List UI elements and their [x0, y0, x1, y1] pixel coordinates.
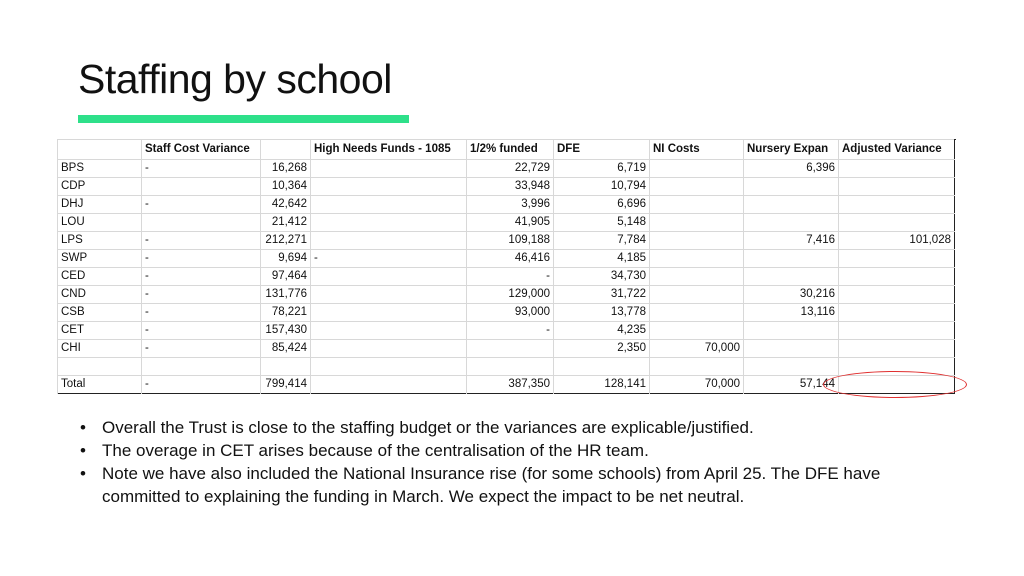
school-cell: BPS	[58, 160, 142, 178]
high-needs-sign-cell	[311, 196, 467, 214]
ni-costs-cell	[744, 358, 839, 376]
staff-cost-sign-cell: -	[142, 340, 261, 358]
dfe-cell	[650, 250, 744, 268]
dfe-cell	[650, 286, 744, 304]
nursery-expan-cell: 101,028	[839, 232, 955, 250]
nursery-expan-cell	[839, 322, 955, 340]
ni-costs-cell: 7,416	[744, 232, 839, 250]
column-header	[261, 140, 311, 160]
staff-cost-sign-cell	[142, 214, 261, 232]
half-percent-funded-cell: 34,730	[554, 268, 650, 286]
high-needs-funds-cell: -	[467, 268, 554, 286]
table-row	[58, 214, 955, 232]
high-needs-sign-cell	[311, 322, 467, 340]
staff-cost-sign-cell: -	[142, 160, 261, 178]
staff-cost-sign-cell: -	[142, 286, 261, 304]
school-cell: DHJ	[58, 196, 142, 214]
dfe-cell	[650, 232, 744, 250]
high-needs-funds-cell: 93,000	[467, 304, 554, 322]
staff-cost-variance-cell: 131,776	[261, 286, 311, 304]
staff-cost-sign-cell: -	[142, 250, 261, 268]
school-cell: Total	[58, 376, 142, 394]
staff-cost-sign-cell	[142, 178, 261, 196]
staff-cost-sign-cell: -	[142, 196, 261, 214]
high-needs-sign-cell	[311, 286, 467, 304]
table-row	[58, 196, 955, 214]
column-header: NI Costs	[650, 140, 744, 160]
dfe-cell	[650, 304, 744, 322]
ni-costs-cell	[744, 340, 839, 358]
note-item	[78, 416, 938, 439]
high-needs-funds-cell: 46,416	[467, 250, 554, 268]
table-row	[58, 160, 955, 178]
note-item	[78, 439, 938, 462]
school-cell: CSB	[58, 304, 142, 322]
staff-cost-variance-cell: 16,268	[261, 160, 311, 178]
staff-cost-variance-cell: 799,414	[261, 376, 311, 394]
note-text: The overage in CET arises because of the centralisation of the HR team.	[102, 441, 649, 460]
dfe-cell: 70,000	[650, 340, 744, 358]
ni-costs-cell	[744, 268, 839, 286]
half-percent-funded-cell: 2,350	[554, 340, 650, 358]
ni-costs-cell	[744, 196, 839, 214]
table-row	[58, 340, 955, 358]
table-header-row	[58, 140, 955, 160]
nursery-expan-cell	[839, 196, 955, 214]
high-needs-funds-cell: 129,000	[467, 286, 554, 304]
staff-cost-variance-cell: 85,424	[261, 340, 311, 358]
school-cell: CHI	[58, 340, 142, 358]
ni-costs-cell: 13,116	[744, 304, 839, 322]
note-item	[78, 462, 938, 508]
half-percent-funded-cell: 31,722	[554, 286, 650, 304]
table-row	[58, 322, 955, 340]
column-header: Staff Cost Variance	[142, 140, 261, 160]
school-cell: CND	[58, 286, 142, 304]
table-total-row	[58, 376, 955, 394]
nursery-expan-cell	[839, 304, 955, 322]
high-needs-funds-cell: 41,905	[467, 214, 554, 232]
dfe-cell	[650, 196, 744, 214]
high-needs-sign-cell	[311, 304, 467, 322]
staff-cost-variance-cell: 42,642	[261, 196, 311, 214]
high-needs-sign-cell	[311, 178, 467, 196]
column-header	[58, 140, 142, 160]
nursery-expan-cell	[839, 250, 955, 268]
bullet-icon: •	[80, 441, 86, 460]
ni-costs-cell: 30,216	[744, 286, 839, 304]
school-cell	[58, 358, 142, 376]
half-percent-funded-cell	[554, 358, 650, 376]
dfe-cell	[650, 322, 744, 340]
high-needs-funds-cell: 109,188	[467, 232, 554, 250]
high-needs-funds-cell: 387,350	[467, 376, 554, 394]
high-needs-sign-cell	[311, 340, 467, 358]
high-needs-sign-cell	[311, 232, 467, 250]
high-needs-sign-cell	[311, 376, 467, 394]
school-cell: LPS	[58, 232, 142, 250]
half-percent-funded-cell: 5,148	[554, 214, 650, 232]
notes-list	[78, 416, 938, 508]
high-needs-funds-cell: -	[467, 322, 554, 340]
table-row	[58, 178, 955, 196]
school-cell: CED	[58, 268, 142, 286]
staff-cost-sign-cell: -	[142, 322, 261, 340]
high-needs-sign-cell	[311, 358, 467, 376]
half-percent-funded-cell: 13,778	[554, 304, 650, 322]
nursery-expan-cell	[839, 286, 955, 304]
high-needs-sign-cell: -	[311, 250, 467, 268]
staff-cost-sign-cell: -	[142, 268, 261, 286]
nursery-expan-cell	[839, 268, 955, 286]
school-cell: CDP	[58, 178, 142, 196]
dfe-cell	[650, 160, 744, 178]
high-needs-funds-cell: 22,729	[467, 160, 554, 178]
high-needs-sign-cell	[311, 214, 467, 232]
column-header: Adjusted Variance	[839, 140, 955, 160]
table-row	[58, 232, 955, 250]
staff-cost-variance-cell	[261, 358, 311, 376]
dfe-cell: 70,000	[650, 376, 744, 394]
column-header: High Needs Funds - 1085	[311, 140, 467, 160]
staff-cost-sign-cell: -	[142, 376, 261, 394]
half-percent-funded-cell: 4,185	[554, 250, 650, 268]
staff-cost-variance-cell: 9,694	[261, 250, 311, 268]
bullet-icon: •	[80, 418, 86, 437]
table-row	[58, 268, 955, 286]
bullet-icon: •	[80, 464, 86, 483]
nursery-expan-cell	[839, 376, 955, 394]
half-percent-funded-cell: 4,235	[554, 322, 650, 340]
high-needs-sign-cell	[311, 160, 467, 178]
school-cell: CET	[58, 322, 142, 340]
staffing-table	[57, 139, 955, 394]
ni-costs-cell	[744, 322, 839, 340]
ni-costs-cell	[744, 178, 839, 196]
dfe-cell	[650, 268, 744, 286]
high-needs-funds-cell: 3,996	[467, 196, 554, 214]
dfe-cell	[650, 178, 744, 196]
table-row	[58, 358, 955, 376]
page-title: Staffing by school	[78, 56, 392, 102]
table-row	[58, 286, 955, 304]
title-underline-accent	[78, 115, 409, 123]
school-cell: SWP	[58, 250, 142, 268]
ni-costs-cell	[744, 214, 839, 232]
note-text: Note we have also included the National Insurance rise (for some schools) from April 25. The DFE have committed to explaining the funding in March. We expect the impact to be net neutral.	[102, 464, 881, 506]
nursery-expan-cell	[839, 178, 955, 196]
table-row	[58, 250, 955, 268]
staff-cost-sign-cell	[142, 358, 261, 376]
half-percent-funded-cell: 6,696	[554, 196, 650, 214]
half-percent-funded-cell: 128,141	[554, 376, 650, 394]
staff-cost-variance-cell: 78,221	[261, 304, 311, 322]
high-needs-funds-cell: 33,948	[467, 178, 554, 196]
staff-cost-sign-cell: -	[142, 304, 261, 322]
table-row	[58, 304, 955, 322]
staff-cost-sign-cell: -	[142, 232, 261, 250]
note-text: Overall the Trust is close to the staffing budget or the variances are explicable/justified.	[102, 418, 754, 437]
nursery-expan-cell	[839, 340, 955, 358]
staff-cost-variance-cell: 21,412	[261, 214, 311, 232]
half-percent-funded-cell: 6,719	[554, 160, 650, 178]
high-needs-funds-cell	[467, 358, 554, 376]
high-needs-funds-cell	[467, 340, 554, 358]
staff-cost-variance-cell: 10,364	[261, 178, 311, 196]
nursery-expan-cell	[839, 160, 955, 178]
ni-costs-cell: 6,396	[744, 160, 839, 178]
half-percent-funded-cell: 7,784	[554, 232, 650, 250]
half-percent-funded-cell: 10,794	[554, 178, 650, 196]
column-header: 1/2% funded	[467, 140, 554, 160]
dfe-cell	[650, 358, 744, 376]
school-cell: LOU	[58, 214, 142, 232]
column-header: Nursery Expan	[744, 140, 839, 160]
high-needs-sign-cell	[311, 268, 467, 286]
staff-cost-variance-cell: 212,271	[261, 232, 311, 250]
dfe-cell	[650, 214, 744, 232]
staff-cost-variance-cell: 157,430	[261, 322, 311, 340]
nursery-expan-cell	[839, 358, 955, 376]
column-header: DFE	[554, 140, 650, 160]
staff-cost-variance-cell: 97,464	[261, 268, 311, 286]
ni-costs-cell	[744, 250, 839, 268]
nursery-expan-cell	[839, 214, 955, 232]
ni-costs-cell: 57,144	[744, 376, 839, 394]
